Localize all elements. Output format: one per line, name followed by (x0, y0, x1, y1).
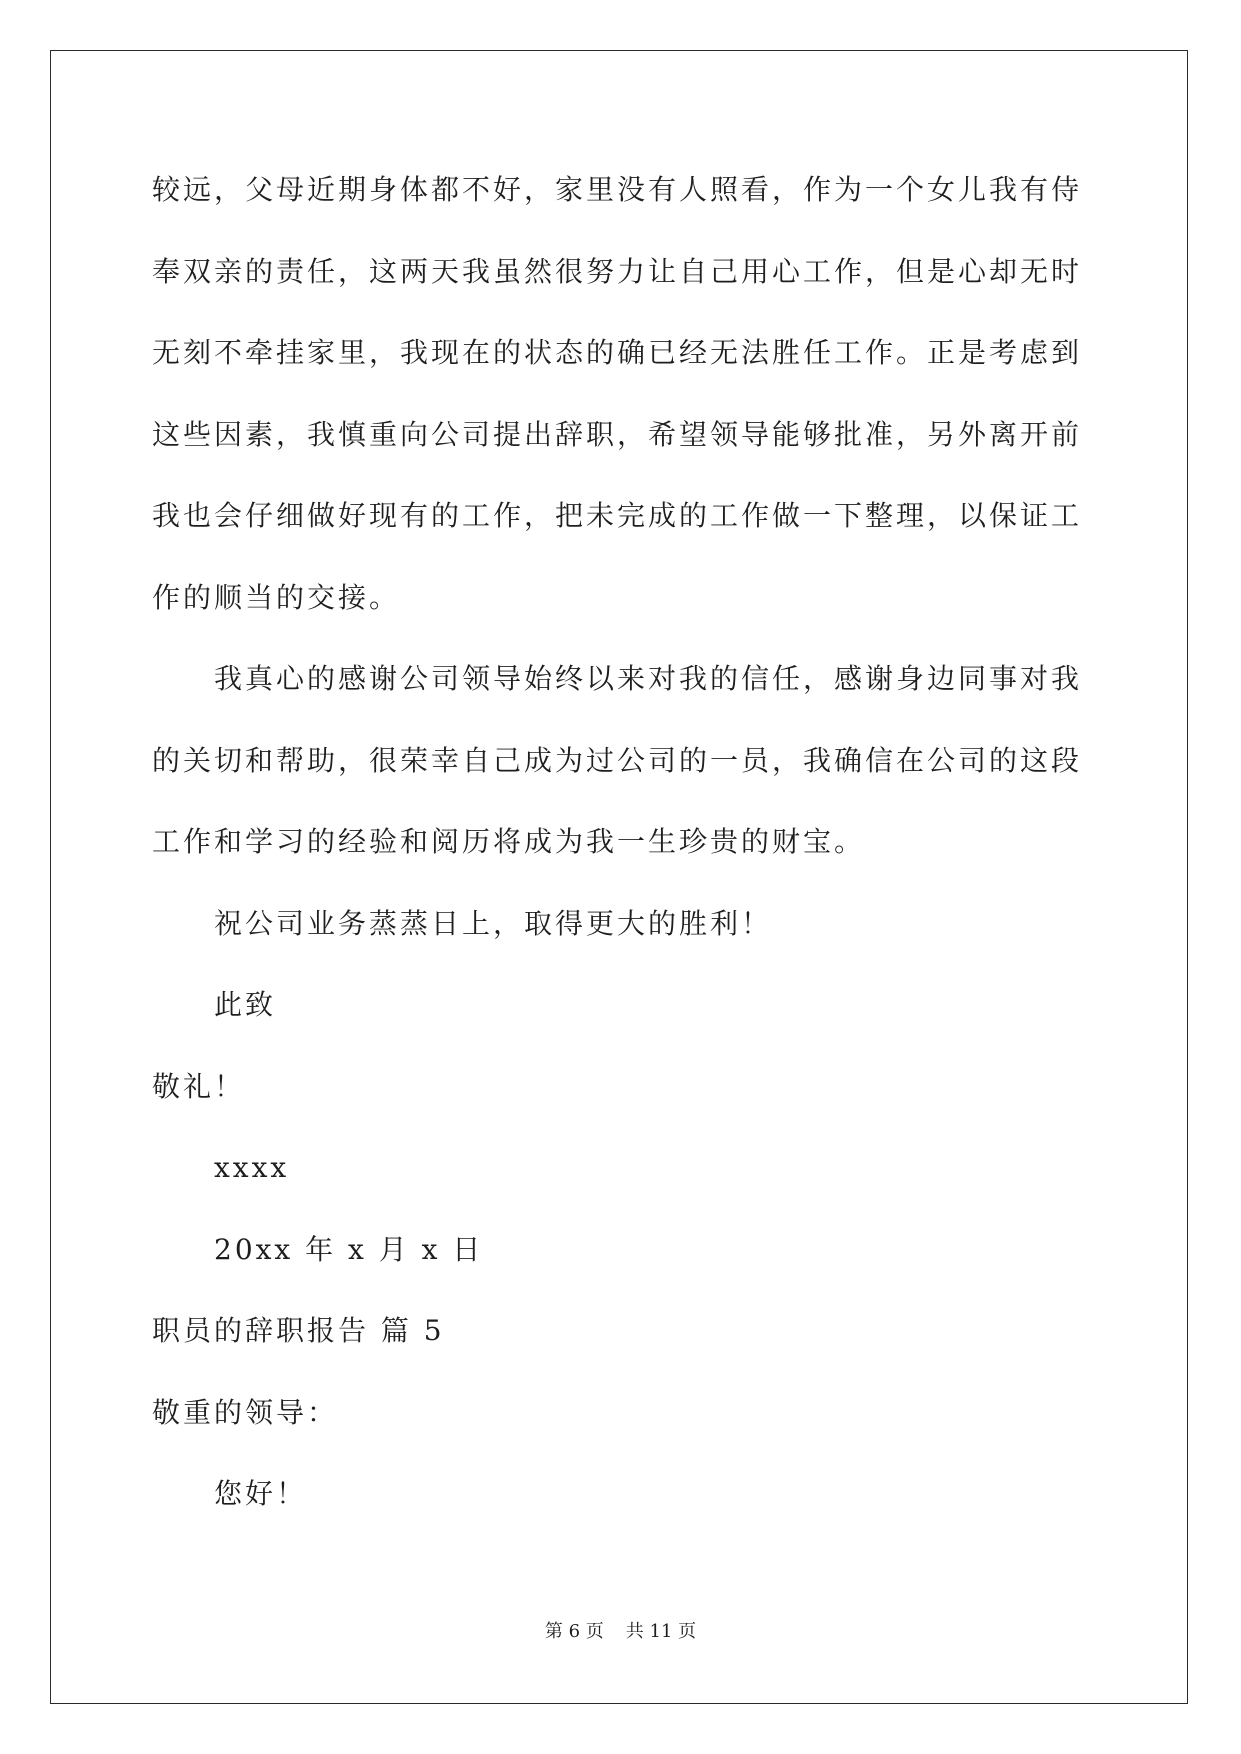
page-total: 共 11 页 (625, 1621, 697, 1642)
signature-date: 20xx 年 x 月 x 日 (214, 1232, 484, 1266)
letter-line: 作的顺当的交接。 (152, 580, 401, 614)
signature-name: xxxx (214, 1151, 290, 1184)
letter-line: 的关切和帮助，很荣幸自己成为过公司的一员，我确信在公司的这段 (152, 743, 1083, 777)
letter-line: 我也会仔细做好现有的工作，把未完成的工作做一下整理，以保证工 (152, 499, 1083, 532)
letter-line: 工作和学习的经验和阅历将成为我一生珍贵的财宝。 (152, 825, 866, 858)
letter-line: 这些因素，我慎重向公司提出辞职，希望领导能够批准，另外离开前 (152, 417, 1083, 451)
letter-body (152, 149, 1112, 1535)
section-heading: 职员的辞职报告 篇 5 (152, 1314, 445, 1347)
closing-wish: 祝公司业务蒸蒸日上，取得更大的胜利！ (214, 906, 773, 940)
letter-hello: 您好！ (214, 1477, 308, 1510)
letter-line: 奉双亲的责任，这两天我虽然很努力让自己用心工作，但是心却无时 (152, 254, 1083, 288)
letter-greeting: 敬重的领导： (152, 1395, 339, 1429)
letter-line: 无刻不牵挂家里，我现在的状态的确已经无法胜任工作。正是考虑到 (152, 336, 1083, 369)
page-footer (0, 1620, 1241, 1644)
letter-line: 较远，父母近期身体都不好，家里没有人照看，作为一个女儿我有侍 (152, 173, 1083, 206)
letter-line: 我真心的感谢公司领导始终以来对我的信任，感谢身边同事对我 (214, 662, 1083, 695)
salutation-close: 此致 (214, 988, 277, 1021)
salutation-regards: 敬礼！ (152, 1069, 246, 1103)
page-number: 第 6 页 (544, 1621, 604, 1642)
